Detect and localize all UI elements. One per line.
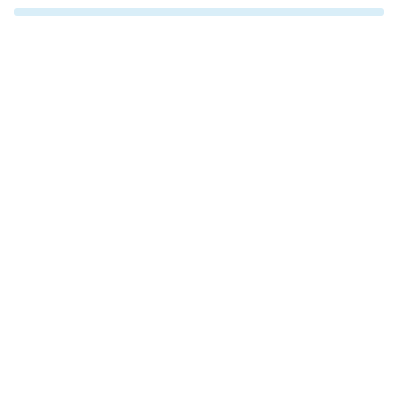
- section-heading: [14, 8, 384, 16]
- ipa-word-list: [14, 0, 384, 1]
